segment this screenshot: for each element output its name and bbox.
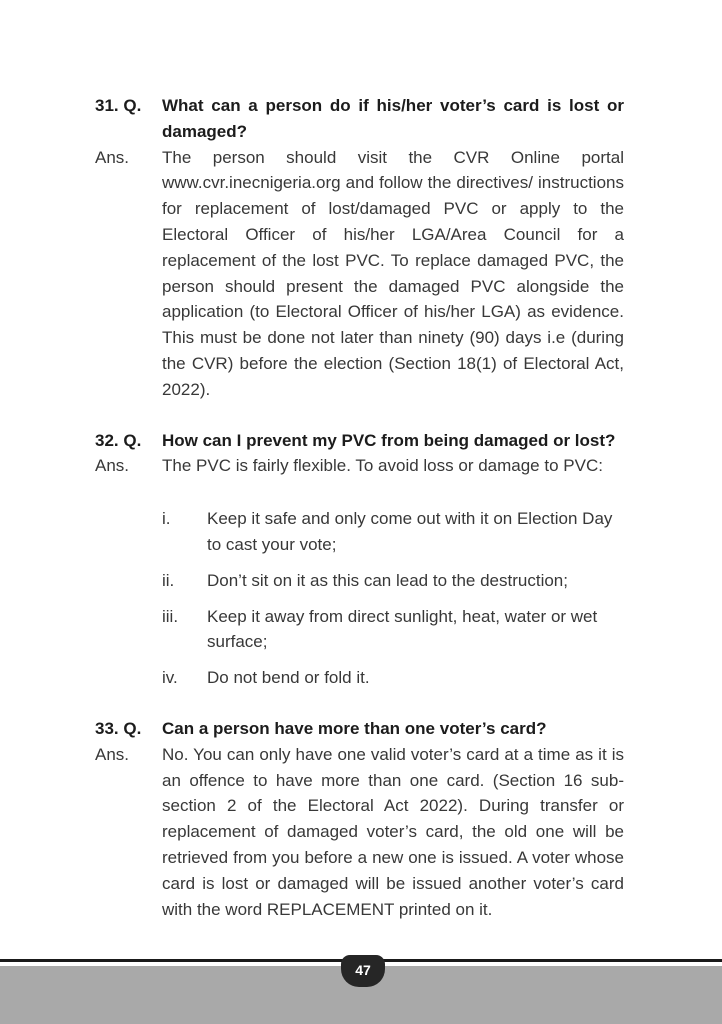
faq-content xyxy=(95,93,624,922)
qa-block-31 xyxy=(95,93,624,403)
list-numeral: i. xyxy=(162,509,171,529)
list-item xyxy=(95,665,624,691)
question-row xyxy=(95,428,624,454)
qa-block-32 xyxy=(95,428,624,691)
list-item xyxy=(95,568,624,594)
question-text: What can a person do if his/her voter’s card is lost or damaged? xyxy=(162,96,624,141)
page-number: 47 xyxy=(355,961,371,978)
roman-numeral-list xyxy=(95,506,624,691)
answer-text: The PVC is fairly flexible. To avoid loss or damage to PVC: xyxy=(162,456,603,476)
list-item-text: Keep it safe and only come out with it on Election Day to cast your vote; xyxy=(207,509,613,554)
page-number-badge xyxy=(341,955,385,987)
list-numeral: iv. xyxy=(162,668,178,688)
list-item xyxy=(95,506,624,558)
question-row xyxy=(95,716,624,742)
answer-label: Ans. xyxy=(95,147,130,167)
question-number: 33. Q. xyxy=(95,718,142,738)
list-item-text: Do not bend or fold it. xyxy=(207,668,370,688)
question-number: 32. Q. xyxy=(95,430,142,450)
answer-row xyxy=(95,453,624,479)
answer-row xyxy=(95,145,624,403)
list-numeral: iii. xyxy=(162,606,179,626)
list-spacer xyxy=(95,568,162,594)
answer-text: The person should visit the CVR Online portal www.cvr.inecnigeria.org and follow the directives/ instructions for replacement of lost/damaged PVC or apply to the Electoral Officer of his/her LGA/Area Council for a replacement of the lost PVC. To replace damaged PVC, the person should present the damaged PVC alongside the application (to Electoral Officer of his/her LGA) as evidence. This must be done not later than ninety (90) days i.e (during the CVR) before the election (Section 18(1) of Electoral Act, 2022). xyxy=(162,147,624,399)
list-numeral: ii. xyxy=(162,570,175,590)
answer-row xyxy=(95,742,624,923)
list-spacer xyxy=(95,506,162,558)
answer-label: Ans. xyxy=(95,456,130,476)
question-row xyxy=(95,93,624,145)
list-spacer xyxy=(95,665,162,691)
qa-block-33 xyxy=(95,716,624,922)
list-item-text: Don’t sit on it as this can lead to the destruction; xyxy=(207,570,568,590)
question-text: Can a person have more than one voter’s card? xyxy=(162,718,547,738)
answer-text: No. You can only have one valid voter’s card at a time as it is an offence to have more than one card. (Section 16 sub-section 2 of the Electoral Act 2022). During transfer or replacement of damaged voter’s card, the old one will be retrieved from you before a new one is issued. A voter whose card is lost or damaged will be issued another voter’s card with the word REPLACEMENT printed on it. xyxy=(162,744,624,919)
list-item-text: Keep it away from direct sunlight, heat, water or wet surface; xyxy=(207,606,598,652)
list-spacer xyxy=(95,604,162,656)
answer-label: Ans. xyxy=(95,744,130,764)
question-text: How can I prevent my PVC from being damaged or lost? xyxy=(162,430,616,450)
list-item xyxy=(95,604,624,656)
question-number: 31. Q. xyxy=(95,96,142,115)
